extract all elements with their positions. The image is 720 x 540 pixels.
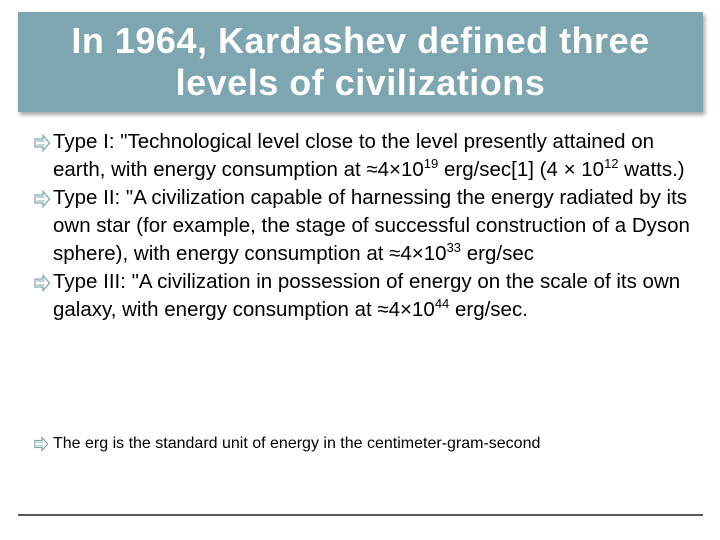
arrow-bullet-icon xyxy=(33,134,51,152)
bullet-type-2 xyxy=(0,184,720,268)
bullet-text: erg/sec xyxy=(461,242,534,265)
exponent: 44 xyxy=(434,296,450,311)
bullet-list xyxy=(0,128,720,324)
bullet-text: watts.) xyxy=(618,158,685,181)
exponent: 33 xyxy=(446,240,462,255)
bullet-text: erg/sec[1] (4 × 10 xyxy=(438,158,605,181)
bullet-text: Type II: "A civilization capable of harnessing the energy radiated by its own star (for example, the stage of successful construction of a Dyson sphere), with energy consumption at ≈4×10 xyxy=(53,186,690,265)
arrow-bullet-icon xyxy=(33,436,49,452)
exponent: 12 xyxy=(604,156,619,171)
slide-title-line-2: levels of civilizations xyxy=(175,62,546,103)
bullet-text: Type III: "A civilization in possession of energy on the scale of its own galaxy, with energy consumption at ≈4×10 xyxy=(53,270,681,321)
bullet-type-3 xyxy=(0,268,720,324)
footnote-text: The erg is the standard unit of energy in the centimeter-gram-second xyxy=(53,435,541,452)
bullet-type-1 xyxy=(0,128,720,184)
bullet-text: Type I: "Technological level close to the level presently attained on earth, with energy consumption at ≈4×10 xyxy=(53,130,654,181)
bullet-text: erg/sec. xyxy=(449,298,528,321)
title-bar xyxy=(18,12,703,112)
bottom-divider xyxy=(18,514,703,516)
slide-title-line-1: In 1964, Kardashev defined three xyxy=(71,20,650,61)
footnote xyxy=(0,433,720,455)
slide-title xyxy=(71,20,649,104)
arrow-bullet-icon xyxy=(33,274,51,292)
exponent: 19 xyxy=(423,156,439,171)
arrow-bullet-icon xyxy=(33,190,51,208)
